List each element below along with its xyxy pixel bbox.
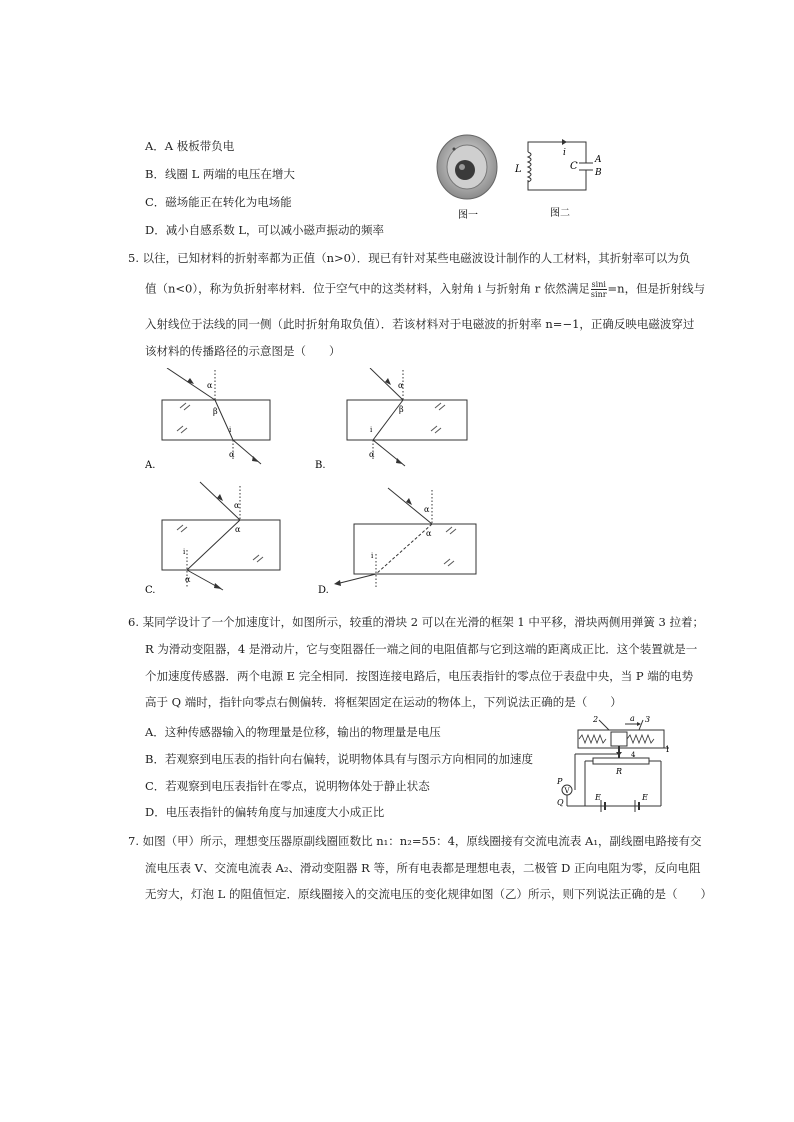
q5-label-b: B. <box>315 460 326 471</box>
q6-option-c: C．若观察到电压表指针在零点，说明物体处于静止状态 <box>145 779 430 793</box>
q5b-alpha: α <box>398 381 404 390</box>
q5-label-a: A. <box>145 460 156 471</box>
q5-line-3: 入射线位于法线的同一侧（此时折射角取负值）．若该材料对于电磁波的折射率 n=−1，正确反映电磁波穿过 <box>145 317 695 331</box>
q5-frac-den: sinr <box>590 290 607 299</box>
q5c-i: i <box>183 548 186 556</box>
q5c-alpha-2: α <box>235 525 241 534</box>
q6-line-3: 个加速度传感器．两个电源 E 完全相同．按图连接电路后，电压表指针的零点位于表盘中央，当 P 端的电势 <box>145 669 694 683</box>
q6-fig-E1: E <box>595 793 601 802</box>
q6-option-a: A．这种传感器输入的物理量是位移，输出的物理量是电压 <box>145 725 441 739</box>
q5-frac-num: sini <box>591 280 606 289</box>
q5-diagram-a <box>145 368 285 472</box>
q5a-i: i <box>229 426 232 434</box>
q5c-alpha-3: α <box>185 575 191 584</box>
q7-line-2: 流电压表 V、交流电流表 A₂、滑动变阻器 R 等，所有电表都是理想电表，二极管 D 正向电阻为零，反向电阻 <box>145 861 701 875</box>
q4-figure-1 <box>434 132 502 220</box>
q6-fig-1: 1 <box>665 745 671 754</box>
q6-fig-E2: E <box>642 793 648 802</box>
q6-fig-P: P <box>557 777 563 786</box>
q6-fig-3: 3 <box>645 715 651 724</box>
q6-fig-R: R <box>616 767 623 776</box>
q6-fig-2: 2 <box>593 715 599 724</box>
q5-diagram-c <box>145 478 305 598</box>
q4-fig2-caption: 图二 <box>550 208 570 219</box>
q6-fig-Q: Q <box>557 798 564 807</box>
q7-line-3: 无穷大，灯泡 L 的阻值恒定．原线圈接入的交流电压的变化规律如图（乙）所示，则下列说法正确的是（ ） <box>145 887 712 901</box>
q6-fig-4: 4 <box>631 751 636 759</box>
q6-fig-V: V <box>564 787 570 795</box>
q4-option-a: A．A 极板带负电 <box>145 139 235 153</box>
q5-diagram-b <box>315 368 475 472</box>
q5-label-d: D. <box>318 585 329 596</box>
q5a-alpha: α <box>207 381 213 390</box>
q5-line-1: 5. 以往，已知材料的折射率都为正值（n>0）．现已有针对某些电磁波设计制作的人工材料，其折射率可以为负 <box>128 251 691 265</box>
q6-line-4: 高于 Q 端时，指针向零点右侧偏转．将框架固定在运动的物体上，下列说法正确的是（ ） <box>145 695 622 709</box>
q6-line-2: R 为滑动变阻器，4 是滑动片，它与变阻器任一端之间的电阻值都与它到这端的距离成正比．这个装置就是一 <box>145 642 698 656</box>
q6-option-b: B．若观察到电压表的指针向右偏转，说明物体具有与图示方向相同的加速度 <box>145 752 533 766</box>
q5d-alpha: α <box>424 505 430 514</box>
q5-line-2b: =n，但是折射线与 <box>607 281 706 296</box>
q5-label-c: C. <box>145 585 156 596</box>
q4-fig2-B: B <box>595 168 602 178</box>
q7-line-1: 7. 如图（甲）所示，理想变压器原副线圈匝数比 n₁：n₂=55：4，原线圈接有交流电流表 A₁，副线圈电路接有交 <box>128 834 702 848</box>
q4-fig1-caption: 图一 <box>458 210 478 220</box>
q4-fig2-L: L <box>515 164 522 175</box>
q5c-alpha: α <box>234 501 240 510</box>
q5d-i: i <box>371 552 374 560</box>
q5-line-2 <box>145 280 705 299</box>
q5-diagram-d <box>318 484 478 598</box>
q4-option-c: C．磁场能正在转化为电场能 <box>145 195 292 209</box>
q4-fig2-A: A <box>595 155 602 165</box>
q5b-alpha-2: α <box>369 450 375 459</box>
q5-line-4: 该材料的传播路径的示意图是（ ） <box>145 344 341 358</box>
q5b-beta: β <box>399 405 404 414</box>
q4-fig2-i: i <box>563 148 566 158</box>
q5d-alpha-2: α <box>426 529 432 538</box>
q4-option-d: D．减小自感系数 L，可以减小磁声振动的频率 <box>145 223 385 237</box>
q4-fig2-C: C <box>570 161 578 172</box>
q6-fig-a: a <box>630 714 635 723</box>
q6-figure <box>555 712 671 812</box>
q5b-i: i <box>370 426 373 434</box>
q4-option-b: B．线圈 L 两端的电压在增大 <box>145 167 295 181</box>
q5-line-2a: 值（n<0），称为负折射率材料．位于空气中的这类材料，入射角 i 与折射角 r 依然满足 <box>145 281 590 296</box>
q4-figure-2 <box>510 136 610 222</box>
q6-option-d: D．电压表指针的偏转角度与加速度大小成正比 <box>145 805 385 819</box>
q5-fraction <box>591 280 607 299</box>
q6-line-1: 6. 某同学设计了一个加速度计，如图所示，较重的滑块 2 可以在光滑的框架 1 中平移，滑块两侧用弹簧 3 拉着； <box>128 615 705 629</box>
q5a-beta: β <box>213 407 218 416</box>
q5a-alpha-2: α <box>229 450 235 459</box>
